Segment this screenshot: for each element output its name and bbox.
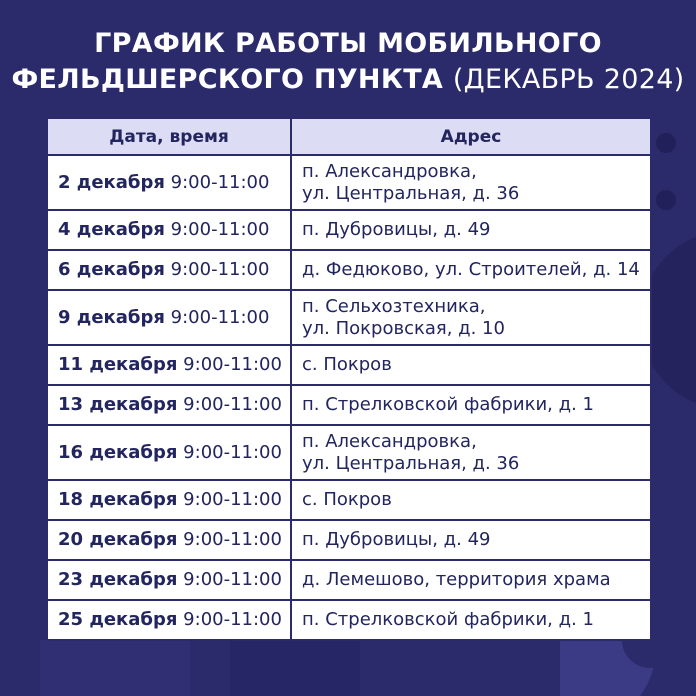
table-row <box>47 520 651 560</box>
date-day: 25 декабря <box>58 609 178 630</box>
date-day: 23 декабря <box>58 569 178 590</box>
address-cell <box>291 345 651 385</box>
date-time: 9:00-11:00 <box>183 489 282 510</box>
decor-block-bottom-left <box>40 640 190 696</box>
date-cell <box>47 425 291 480</box>
date-day: 16 декабря <box>58 441 178 463</box>
address-line: с. Покров <box>302 489 392 510</box>
table-row <box>47 155 651 210</box>
page-title <box>0 26 696 98</box>
address-cell <box>291 600 651 640</box>
address-cell <box>291 250 651 290</box>
address-line: п. Дубровицы, д. 49 <box>302 529 491 550</box>
schedule-table <box>46 117 652 641</box>
table-row <box>47 345 651 385</box>
table-header-row <box>47 118 651 155</box>
address-line: с. Покров <box>302 354 392 375</box>
table-row <box>47 480 651 520</box>
decor-dot-2 <box>656 190 676 210</box>
date-day: 4 декабря <box>58 219 165 240</box>
date-cell <box>47 600 291 640</box>
date-time: 9:00-11:00 <box>170 219 270 240</box>
table-row <box>47 425 651 480</box>
address-cell <box>291 520 651 560</box>
date-day: 6 декабря <box>58 259 165 280</box>
table-row <box>47 290 651 345</box>
address-line: п. Александровка, <box>302 160 477 182</box>
address-line: д. Федюково, ул. Строителей, д. 14 <box>302 259 640 280</box>
decor-dot-1 <box>656 133 676 153</box>
table-row <box>47 385 651 425</box>
date-day: 9 декабря <box>58 306 165 328</box>
table-row <box>47 210 651 250</box>
address-line: ул. Покровская, д. 10 <box>302 317 505 339</box>
title-line-2-bold: ФЕЛЬДШЕРСКОГО ПУНКТА <box>11 64 444 95</box>
date-time: 9:00-11:00 <box>183 354 282 375</box>
date-cell <box>47 250 291 290</box>
date-day: 13 декабря <box>58 394 178 415</box>
date-time: 9:00-11:00 <box>183 394 282 415</box>
date-cell <box>47 290 291 345</box>
address-line: п. Дубровицы, д. 49 <box>302 219 491 240</box>
date-cell <box>47 210 291 250</box>
address-line: п. Сельхозтехника, <box>302 295 486 317</box>
date-cell <box>47 155 291 210</box>
address-cell <box>291 480 651 520</box>
address-line: п. Стрелковской фабрики, д. 1 <box>302 394 594 415</box>
header-date-time: Дата, время <box>47 118 291 155</box>
address-line: п. Стрелковской фабрики, д. 1 <box>302 609 594 630</box>
date-time: 9:00-11:00 <box>170 306 270 328</box>
title-line-1: ГРАФИК РАБОТЫ МОБИЛЬНОГО <box>94 28 602 59</box>
date-cell <box>47 385 291 425</box>
address-line: ул. Центральная, д. 36 <box>302 452 520 474</box>
decor-block-bottom-mid <box>230 640 360 696</box>
date-time: 9:00-11:00 <box>183 569 282 590</box>
date-time: 9:00-11:00 <box>170 171 270 193</box>
date-cell <box>47 480 291 520</box>
date-cell <box>47 560 291 600</box>
address-line: д. Лемешово, территория храма <box>302 569 611 590</box>
address-cell <box>291 210 651 250</box>
date-time: 9:00-11:00 <box>183 441 282 463</box>
address-cell <box>291 290 651 345</box>
address-cell <box>291 385 651 425</box>
table-row <box>47 600 651 640</box>
date-day: 18 декабря <box>58 489 178 510</box>
address-cell <box>291 560 651 600</box>
address-cell <box>291 155 651 210</box>
date-day: 2 декабря <box>58 171 165 193</box>
date-time: 9:00-11:00 <box>183 529 282 550</box>
address-cell <box>291 425 651 480</box>
address-line: ул. Центральная, д. 36 <box>302 182 520 204</box>
title-line-2-light: (ДЕКАБРЬ 2024) <box>452 64 685 95</box>
date-time: 9:00-11:00 <box>183 609 282 630</box>
title-line-2 <box>0 62 696 98</box>
date-day: 11 декабря <box>58 354 178 375</box>
table-row <box>47 250 651 290</box>
table-row <box>47 560 651 600</box>
address-line: п. Александровка, <box>302 430 477 452</box>
header-address: Адрес <box>291 118 651 155</box>
date-cell <box>47 345 291 385</box>
date-day: 20 декабря <box>58 529 178 550</box>
date-time: 9:00-11:00 <box>170 259 270 280</box>
date-cell <box>47 520 291 560</box>
